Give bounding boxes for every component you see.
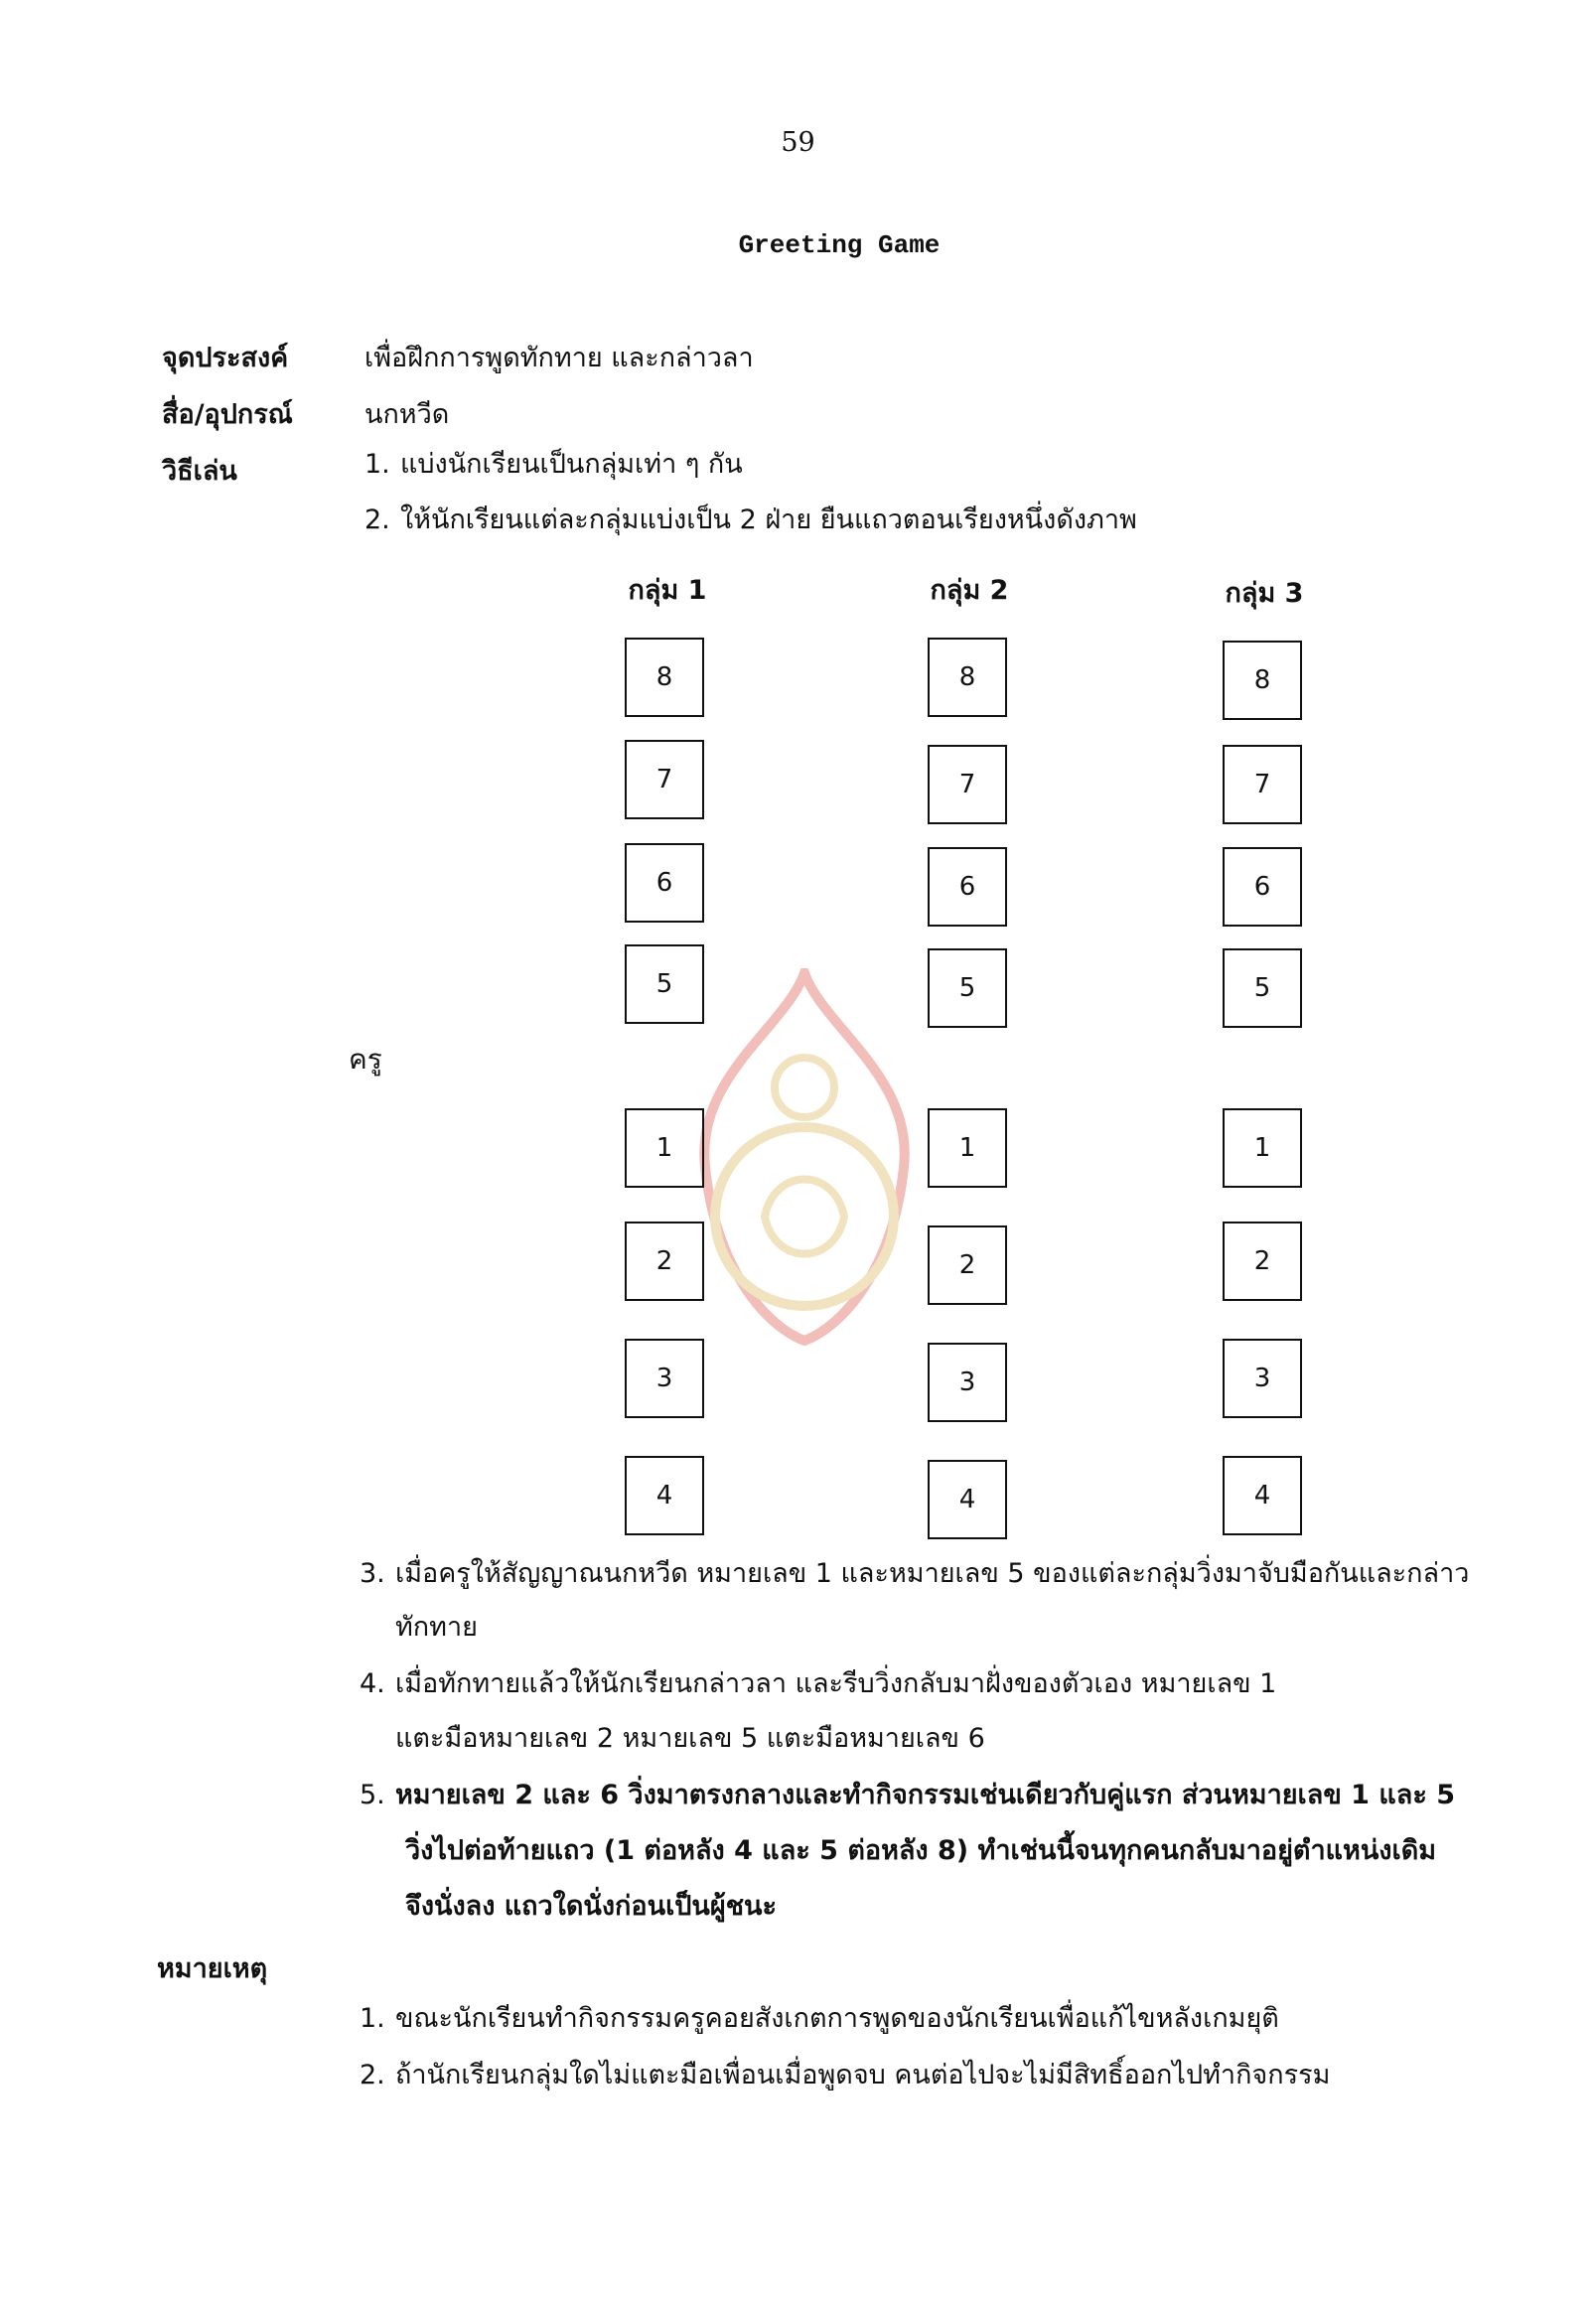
step-3-line-1: เมื่อครูให้สัญญาณนกหวีด หมายเลข 1 และหมายเลข 5 ของแต่ละกลุ่มวิ่งมาจับมือกันและกล่าว xyxy=(395,1558,1470,1589)
group-3-box-3: 3 xyxy=(1223,1339,1302,1418)
group-1-box-2: 2 xyxy=(625,1222,704,1301)
group-2-box-2: 2 xyxy=(928,1225,1007,1305)
note-1-number: 1. xyxy=(360,2003,385,2034)
objective-label: จุดประสงค์ xyxy=(162,343,289,373)
group-3-box-4: 4 xyxy=(1223,1456,1302,1535)
group-1-box-5: 5 xyxy=(625,944,704,1024)
notes-label: หมายเหตุ xyxy=(157,1953,268,1984)
group-3-box-6: 6 xyxy=(1223,847,1302,927)
page-number: 59 xyxy=(781,127,815,158)
group-3-box-7: 7 xyxy=(1223,745,1302,824)
group-2-box-8: 8 xyxy=(928,638,1007,717)
step-5-number: 5. xyxy=(360,1780,385,1810)
step-1-text: แบ่งนักเรียนเป็นกลุ่มเท่า ๆ กัน xyxy=(400,449,743,480)
step-4-line-2: แตะมือหมายเลข 2 หมายเลข 5 แตะมือหมายเลข 6 xyxy=(395,1723,985,1754)
step-5 xyxy=(360,1768,1455,1823)
group-1-box-6: 6 xyxy=(625,843,704,923)
note-1 xyxy=(360,1991,1279,2047)
group-2-box-5: 5 xyxy=(928,948,1007,1028)
group-1-box-4: 4 xyxy=(625,1456,704,1535)
group-2-box-1: 1 xyxy=(928,1108,1007,1188)
step-4-line-1: เมื่อทักทายแล้วให้นักเรียนกล่าวลา และรีบวิ่งกลับมาฝั่งของตัวเอง หมายเลข 1 xyxy=(395,1668,1277,1699)
step-3 xyxy=(360,1546,1469,1602)
group-3-box-2: 2 xyxy=(1223,1222,1302,1301)
group-3-box-5: 5 xyxy=(1223,948,1302,1028)
step-2-text: ให้นักเรียนแต่ละกลุ่มแบ่งเป็น 2 ฝ่าย ยืนแถวตอนเรียงหนึ่งดังภาพ xyxy=(400,504,1137,535)
note-2 xyxy=(360,2048,1330,2103)
materials-value: นกหวีด xyxy=(364,399,450,430)
step-5-line-1: หมายเลข 2 และ 6 วิ่งมาตรงกลางและทำกิจกรรมเช่นเดียวกับคู่แรก ส่วนหมายเลข 1 และ 5 xyxy=(395,1780,1456,1810)
note-2-text: ถ้านักเรียนกลุ่มใดไม่แตะมือเพื่อนเมื่อพูดจบ คนต่อไปจะไม่มีสิทธิ์ออกไปทำกิจกรรม xyxy=(395,2060,1331,2090)
group-2-box-4: 4 xyxy=(928,1460,1007,1539)
group-2-box-3: 3 xyxy=(928,1343,1007,1422)
group-1-box-8: 8 xyxy=(625,638,704,717)
step-4 xyxy=(360,1656,1276,1712)
step-2-number: 2. xyxy=(364,504,390,535)
howto-label: วิธีเล่น xyxy=(162,456,237,487)
group-1-box-7: 7 xyxy=(625,740,704,819)
objective-value: เพื่อฝึกการพูดทักทาย และกล่าวลา xyxy=(364,343,754,373)
step-1 xyxy=(364,437,743,493)
teacher-label: ครู xyxy=(349,1043,382,1076)
group-1-box-3: 3 xyxy=(625,1339,704,1418)
group-2-box-7: 7 xyxy=(928,745,1007,824)
step-4-number: 4. xyxy=(360,1668,385,1699)
step-1-number: 1. xyxy=(364,449,390,480)
note-1-text: ขณะนักเรียนทำกิจกรรมครูคอยสังเกตการพูดของนักเรียนเพื่อแก้ไขหลังเกมยุติ xyxy=(395,2003,1279,2034)
step-3-number: 3. xyxy=(360,1558,385,1589)
step-5-line-2: วิ่งไปต่อท้ายแถว (1 ต่อหลัง 4 และ 5 ต่อหลัง 8) ทำเช่นนี้จนทุกคนกลับมาอยู่ตำแหน่งเดิม xyxy=(405,1835,1437,1866)
note-2-number: 2. xyxy=(360,2060,385,2090)
group-3-box-8: 8 xyxy=(1223,641,1302,720)
group-1-box-1: 1 xyxy=(625,1108,704,1188)
group-3-label: กลุ่ม 3 xyxy=(1225,578,1304,609)
step-5-line-3: จึงนั่งลง แถวใดนั่งก่อนเป็นผู้ชนะ xyxy=(405,1891,777,1922)
group-3-box-1: 1 xyxy=(1223,1108,1302,1188)
step-2 xyxy=(364,493,1137,548)
group-1-label: กลุ่ม 1 xyxy=(628,575,707,606)
step-3-line-2: ทักทาย xyxy=(395,1612,478,1643)
materials-label: สื่อ/อุปกรณ์ xyxy=(162,399,293,430)
group-2-label: กลุ่ม 2 xyxy=(930,575,1009,606)
page-title: Greeting Game xyxy=(738,230,941,260)
group-2-box-6: 6 xyxy=(928,847,1007,927)
